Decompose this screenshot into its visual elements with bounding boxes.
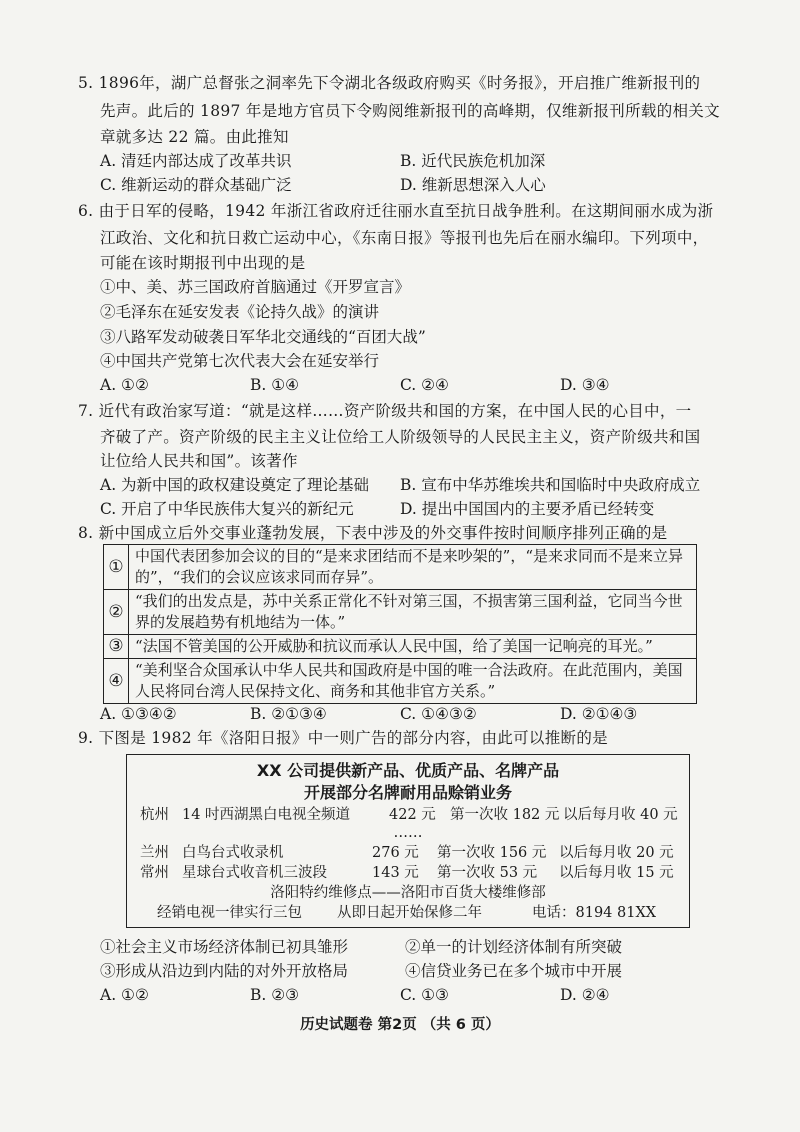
newspaper-ad: [126, 754, 690, 928]
q8-option-b: B. ②①③④: [250, 705, 327, 723]
event-text: “美利坚合众国承认中华人民共和国政府是中国的唯一合法政府。在此范围内，美国人民将同台湾人民保持文化、商务和其他非官方关系。”: [129, 659, 697, 704]
q6-option-b: B. ①④: [250, 376, 300, 394]
q5-stem-line-2: 先声。此后的 1897 年是地方官员下令购阅维新报刊的高峰期，仅维新报刊所载的相关文: [100, 102, 720, 120]
q9-option-c: C. ①③: [400, 986, 449, 1004]
q7-option-b: B. 宣布中华苏维埃共和国临时中央政府成立: [400, 476, 701, 494]
ad-row2-monthly: 以后每月收 20 元: [559, 845, 674, 861]
q6-stem-line-2: 江政治、文化和抗日救亡运动中心，《东南日报》等报刊也先后在丽水编印。下列项中，: [100, 229, 709, 247]
q6-option-d: D. ③④: [560, 376, 610, 394]
ad-row1-city: 杭州: [140, 807, 169, 823]
q8-option-d: D. ②①④③: [560, 705, 638, 723]
q8-events-table: [103, 544, 697, 704]
q6-item-4: ④中国共产党第七次代表大会在延安举行: [100, 352, 380, 370]
ad-row2-first: 第一次收 156 元: [437, 845, 547, 861]
q9-option-d: D. ②④: [560, 986, 610, 1004]
ad-row3-city: 常州: [140, 865, 169, 881]
ad-title-2: 开展部分名牌耐用品赊销业务: [303, 783, 512, 802]
table-row: [104, 590, 697, 635]
event-text: “我们的出发点是，苏中关系正常化不针对第三国，不损害第三国利益，它同当今世界的发展趋势有机地结为一体。”: [129, 590, 697, 635]
event-number: ③: [104, 635, 129, 659]
q5-option-c: C. 维新运动的群众基础广泛: [100, 176, 292, 194]
q9-option-b: B. ②③: [250, 986, 300, 1004]
ad-footer-warranty: 经销电视一律实行三包: [157, 905, 302, 921]
ad-ellipsis: ……: [393, 825, 423, 841]
q7-stem-line-2: 齐破了产。资产阶级的民主主义让位给工人阶级领导的人民民主主义，资产阶级共和国: [100, 428, 701, 446]
q6-item-1: ①中、美、苏三国政府首脑通过《开罗宣言》: [100, 278, 411, 296]
ad-row2-city: 兰州: [140, 845, 169, 861]
q7-stem-line-1: 7. 近代有政治家写道：“就是这样……资产阶级共和国的方案，在中国人民的心目中，一: [78, 402, 692, 420]
q7-stem-line-3: 让位给人民共和国”。该著作: [100, 452, 298, 470]
q6-option-a: A. ①②: [100, 376, 149, 394]
ad-row3-price: 143 元: [372, 865, 419, 881]
ad-row1-product: 14 吋西湖黑白电视全频道: [182, 807, 351, 823]
ad-row1-monthly: 以后每月收 40 元: [563, 807, 678, 823]
q9-stem: 9. 下图是 1982 年《洛阳日报》中一则广告的部分内容，由此可以推断的是: [78, 729, 608, 747]
ad-row1-price: 422 元: [389, 807, 436, 823]
q6-option-c: C. ②④: [400, 376, 449, 394]
ad-row3-product: 星球台式收音机三波段: [182, 865, 327, 881]
q6-stem-line-3: 可能在该时期报刊中出现的是: [100, 254, 306, 272]
q5-option-b: B. 近代民族危机加深: [400, 152, 546, 170]
ad-title-1: XX 公司提供新产品、优质产品、名牌产品: [256, 761, 560, 780]
ad-footer-phone: 电话：8194 81XX: [532, 905, 657, 921]
table-row: [104, 635, 697, 659]
q6-item-3: ③八路军发动破袭日军华北交通线的“百团大战”: [100, 328, 426, 346]
q9-item-2: ②单一的计划经济体制有所突破: [405, 938, 623, 956]
q5-option-a: A. 清廷内部达成了改革共识: [100, 152, 292, 170]
page-footer: 历史试题卷 第2页 （共 6 页）: [300, 1017, 500, 1033]
event-number: ④: [104, 659, 129, 704]
table-row: [104, 545, 697, 590]
ad-row3-monthly: 以后每月收 15 元: [559, 865, 674, 881]
q5-stem-line-3: 章就多达 22 篇。由此推知: [100, 128, 289, 146]
event-number: ②: [104, 590, 129, 635]
event-text: 中国代表团参加会议的目的“是来求团结而不是来吵架的”，“是来求同而不是来立异的”，“我们的会议应该求同而存异”。: [129, 545, 697, 590]
q9-item-3: ③形成从沿边到内陆的对外开放格局: [100, 962, 349, 980]
q9-item-1: ①社会主义市场经济体制已初具雏形: [100, 938, 349, 956]
q9-item-4: ④信贷业务已在多个城市中开展: [405, 962, 623, 980]
ad-row1-first: 第一次收 182 元: [450, 807, 560, 823]
q7-option-a: A. 为新中国的政权建设奠定了理论基础: [100, 476, 370, 494]
q9-option-a: A. ①②: [100, 986, 149, 1004]
q8-option-c: C. ①④③②: [400, 705, 477, 723]
q7-option-d: D. 提出中国国内的主要矛盾已经转变: [400, 500, 655, 518]
event-text: “法国不管美国的公开威胁和抗议而承认人民中国，给了美国一记响亮的耳光。”: [129, 635, 697, 659]
q5-stem-line-1: 5. 1896年，湖广总督张之洞率先下令湖北各级政府购买《时务报》，开启推广维新报刊的: [78, 74, 701, 92]
q5-option-d: D. 维新思想深入人心: [400, 176, 546, 194]
ad-row2-price: 276 元: [372, 845, 419, 861]
ad-row2-product: 白鸟台式收录机: [182, 845, 284, 861]
q8-stem: 8. 新中国成立后外交事业蓬勃发展，下表中涉及的外交事件按时间顺序排列正确的是: [78, 524, 668, 542]
event-number: ①: [104, 545, 129, 590]
ad-repair-shop: 洛阳特约维修点——洛阳市百货大楼维修部: [270, 885, 546, 901]
ad-row3-first: 第一次收 53 元: [437, 865, 538, 881]
q6-stem-line-1: 6. 由于日军的侵略，1942 年浙江省政府迁往丽水直至抗日战争胜利。在这期间丽水成为浙: [78, 202, 714, 220]
table-row: [104, 659, 697, 704]
q6-item-2: ②毛泽东在延安发表《论持久战》的演讲: [100, 303, 380, 321]
q7-option-c: C. 开启了中华民族伟大复兴的新纪元: [100, 500, 354, 518]
ad-footer-repair-period: 从即日起开始保修二年: [337, 905, 482, 921]
q8-option-a: A. ①③④②: [100, 705, 177, 723]
